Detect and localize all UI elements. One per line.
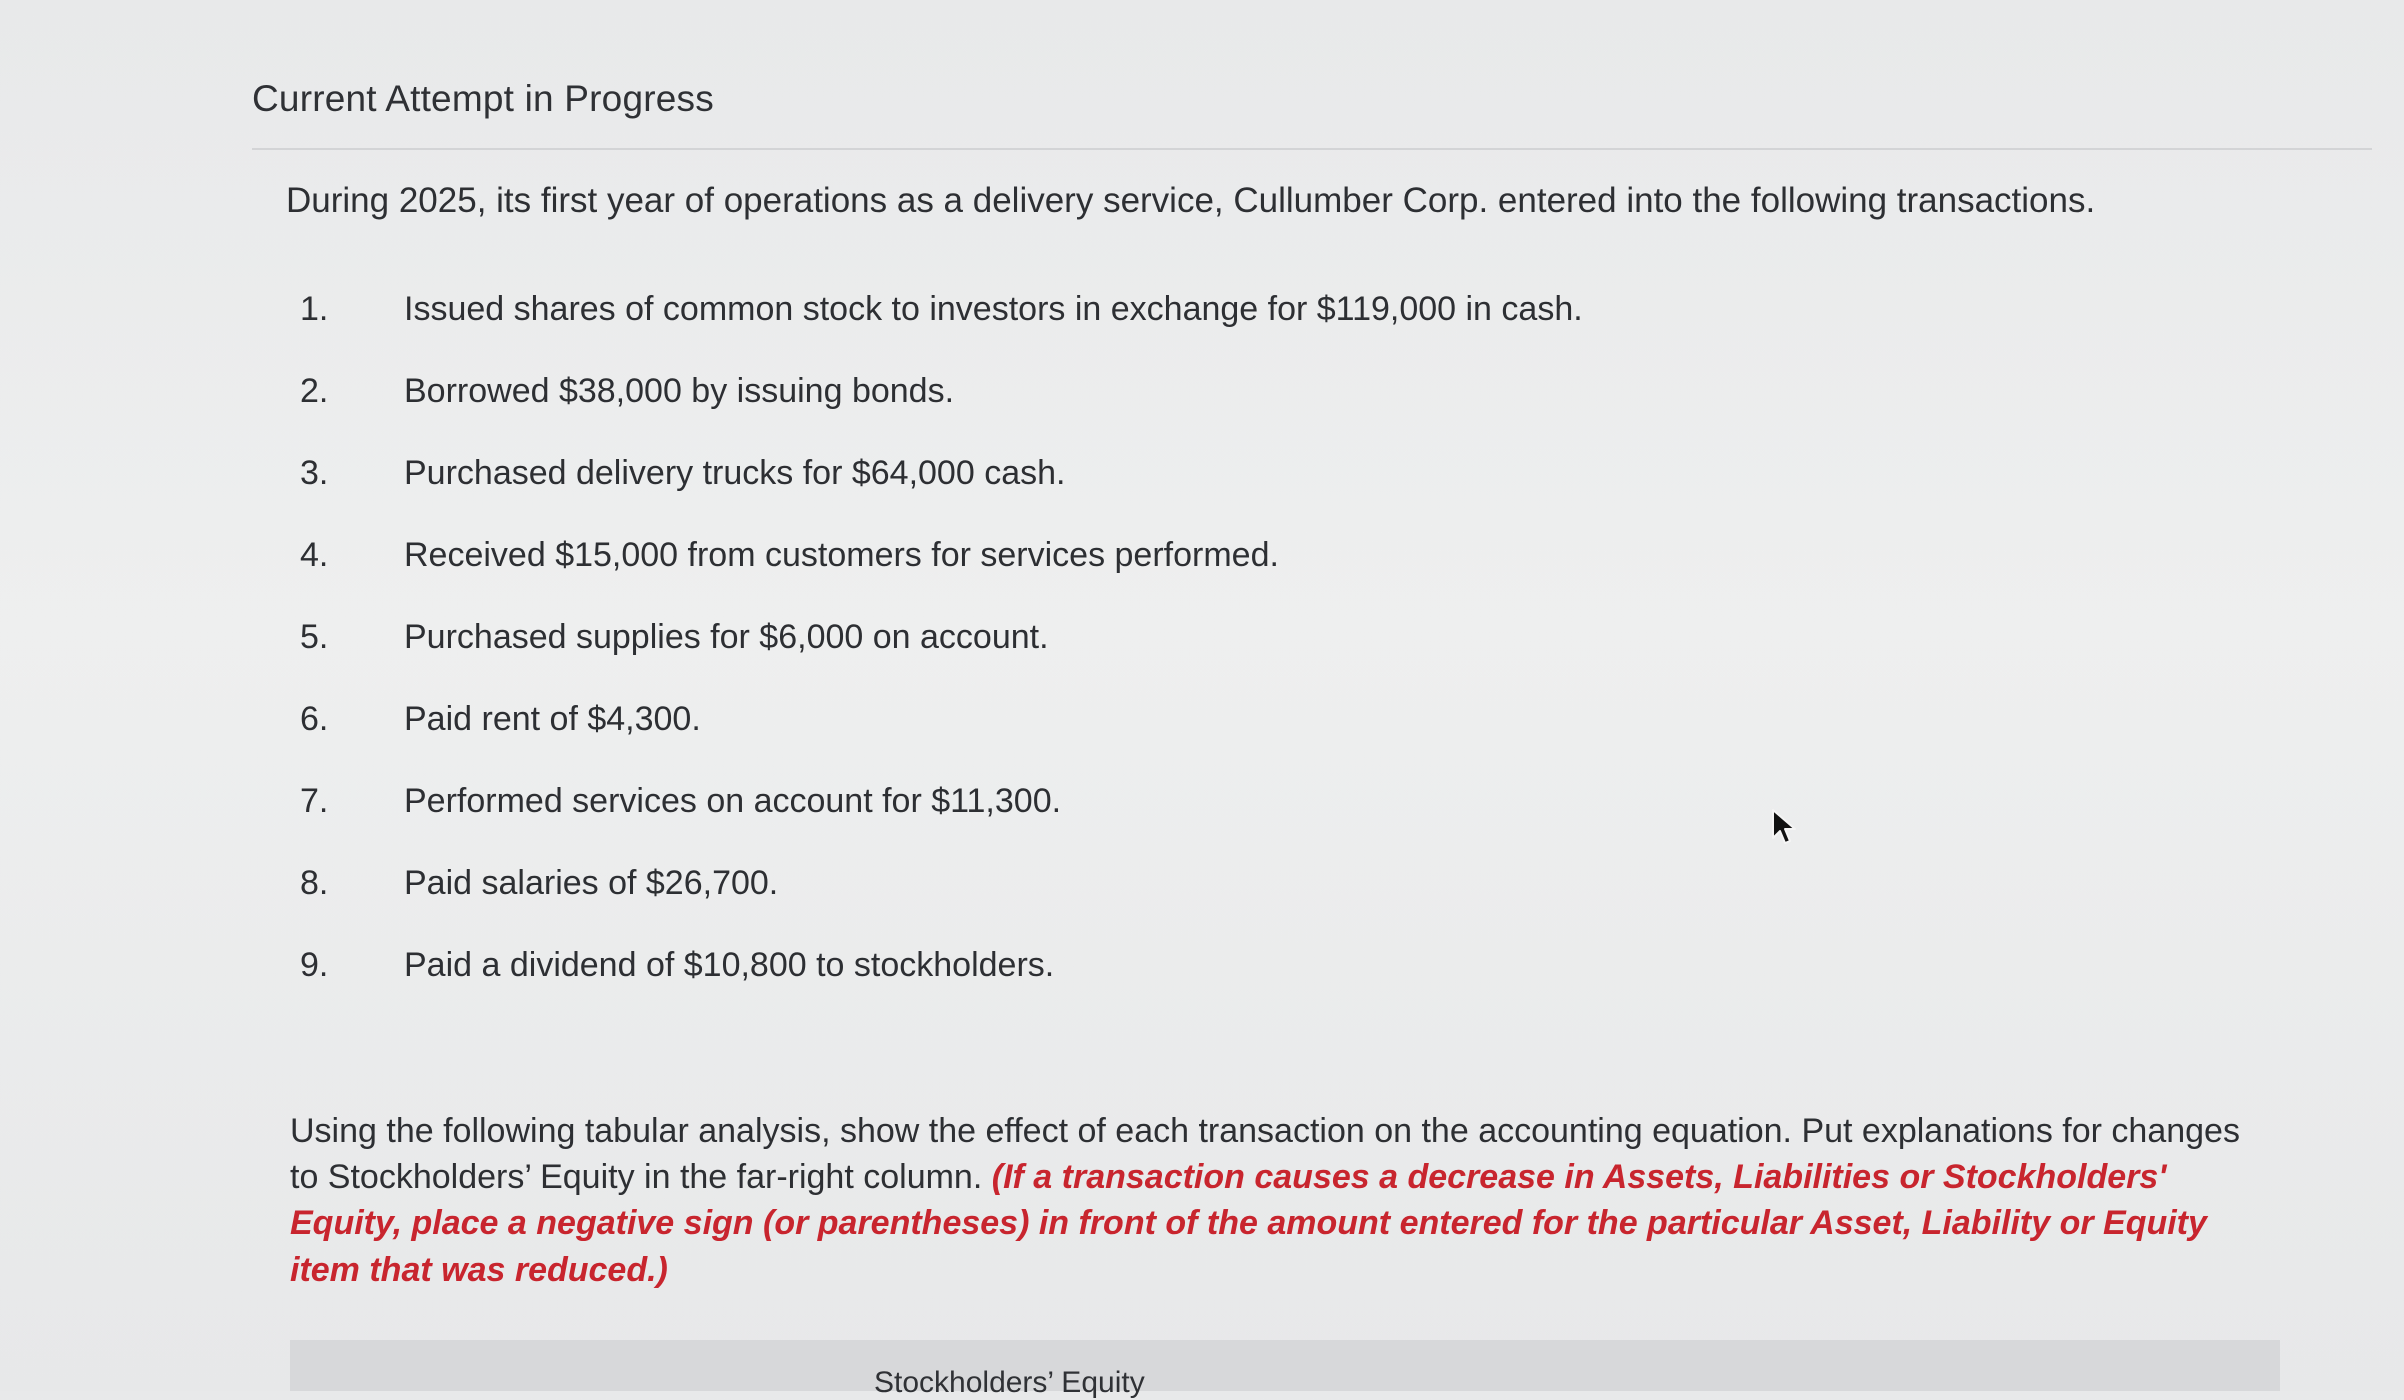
instructions-plain: Using the following tabular analysis, show the effect of each transaction on the accounting equation. Put explanations for changes to Stockholders’ Equity in the far-right column. (290, 1112, 2240, 1197)
transaction-text: Paid rent of $4,300. (404, 700, 701, 738)
transaction-number: 2. (300, 372, 329, 410)
transaction-item-5 (300, 618, 1900, 700)
transaction-text: Borrowed $38,000 by issuing bonds. (404, 372, 955, 410)
transaction-text: Received $15,000 from customers for services performed. (404, 536, 1279, 574)
transaction-list (300, 290, 1900, 1028)
mouse-pointer-icon (1771, 808, 1797, 846)
transaction-number: 5. (300, 618, 329, 656)
transaction-text: Performed services on account for $11,300. (404, 782, 1062, 820)
instructions-emphasis: (If a transaction causes a decrease in Assets, Liabilities or Stockholders' Equity, place a negative sign (or parentheses) in front of the amount entered for the particular Asset, Liability or Equity item that was reduced.) (290, 1158, 2207, 1289)
header-divider (252, 148, 2372, 150)
transaction-number: 9. (300, 946, 329, 984)
tabular-analysis-header (290, 1340, 2280, 1399)
stockholders-equity-header: Stockholders’ Equity (874, 1366, 1145, 1399)
transaction-item-2 (300, 372, 1900, 454)
transaction-item-4 (300, 536, 1900, 618)
transaction-item-8 (300, 864, 1900, 946)
transaction-text: Issued shares of common stock to investors in exchange for $119,000 in cash. (404, 290, 1583, 328)
instructions (290, 1108, 2260, 1293)
transaction-text: Purchased delivery trucks for $64,000 cash. (404, 454, 1066, 492)
transaction-number: 8. (300, 864, 329, 902)
transaction-text: Purchased supplies for $6,000 on account. (404, 618, 1049, 656)
transaction-item-6 (300, 700, 1900, 782)
page-title: Current Attempt in Progress (252, 78, 714, 119)
problem-intro: During 2025, its first year of operations as a delivery service, Cullumber Corp. entered into the following transactions. (286, 181, 2096, 220)
transaction-number: 3. (300, 454, 329, 492)
transaction-item-7 (300, 782, 1900, 864)
transaction-item-1 (300, 290, 1900, 372)
transaction-item-3 (300, 454, 1900, 536)
transaction-item-9 (300, 946, 1900, 1028)
transaction-text: Paid salaries of $26,700. (404, 864, 779, 902)
transaction-number: 7. (300, 782, 329, 820)
transaction-number: 1. (300, 290, 329, 328)
transaction-number: 4. (300, 536, 329, 574)
transaction-text: Paid a dividend of $10,800 to stockholders. (404, 946, 1055, 984)
transaction-number: 6. (300, 700, 329, 738)
